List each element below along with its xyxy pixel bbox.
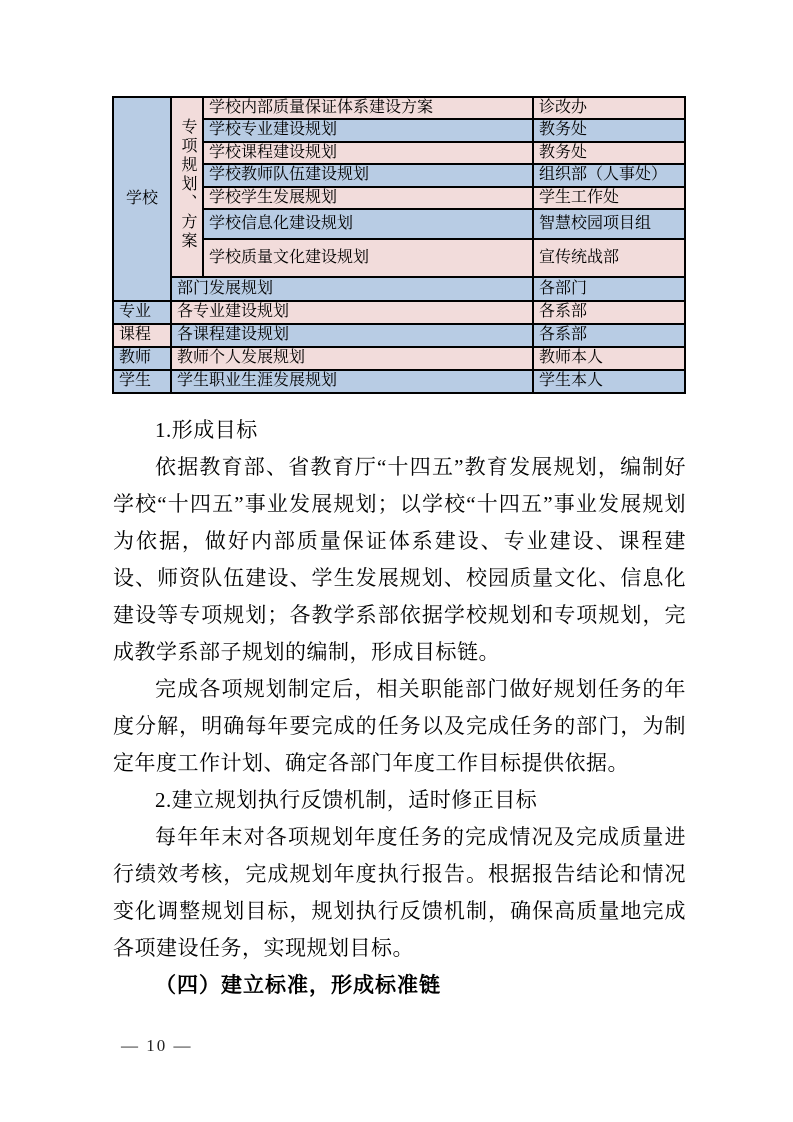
cell-dept: 学生本人 xyxy=(533,370,685,393)
numbered-subheading: 1.形成目标 xyxy=(155,418,258,442)
numbered-subheading: 2.建立规划执行反馈机制，适时修正目标 xyxy=(155,788,538,812)
cell-dept: 学生工作处 xyxy=(533,187,685,209)
cell-plan: 学校内部质量保证体系建设方案 xyxy=(203,97,533,119)
table-row xyxy=(113,277,685,301)
cell-plan: 各课程建设规划 xyxy=(171,324,533,347)
body-paragraph: 完成各项规划制定后，相关职能部门做好规划任务的年度分解，明确每年要完成的任务以及完成任务的部门，为制定年度工作计划、确定各部门年度工作目标提供依据。 xyxy=(113,677,686,775)
cell-plan: 学校专业建设规划 xyxy=(203,119,533,141)
vertical-label: 专项规划、方案 xyxy=(179,117,196,251)
cell-level: 教师 xyxy=(113,347,171,370)
document-body xyxy=(113,412,686,1004)
section-heading: （四）建立标准，形成标准链 xyxy=(155,973,441,997)
table-row xyxy=(113,347,685,370)
cell-dept: 各系部 xyxy=(533,324,685,347)
cell-plan: 部门发展规划 xyxy=(171,277,533,301)
table-row xyxy=(113,301,685,324)
cell-special-plans-label xyxy=(171,97,203,277)
cell-level: 课程 xyxy=(113,324,171,347)
cell-level-school: 学校 xyxy=(113,97,171,301)
table-row xyxy=(113,324,685,347)
cell-plan: 学校课程建设规划 xyxy=(203,142,533,164)
cell-plan: 教师个人发展规划 xyxy=(171,347,533,370)
cell-level: 专业 xyxy=(113,301,171,324)
body-paragraph: 依据教育部、省教育厅“十四五”教育发展规划，编制好学校“十四五”事业发展规划；以学校“十四五”事业发展规划为依据，做好内部质量保证体系建设、专业建设、课程建设、师资队伍建设、学生发展规划、校园质量文化、信息化建设等专项规划；各教学系部依据学校规划和专项规划，完成教学系部子规划的编制，形成目标链。 xyxy=(113,455,686,664)
cell-plan: 学校学生发展规划 xyxy=(203,187,533,209)
table-row xyxy=(113,370,685,393)
cell-dept: 组织部（人事处） xyxy=(533,164,685,186)
cell-dept: 各系部 xyxy=(533,301,685,324)
table-row xyxy=(113,97,685,119)
cell-dept: 教师本人 xyxy=(533,347,685,370)
page-number: — 10 — xyxy=(121,1036,193,1055)
cell-dept: 教务处 xyxy=(533,119,685,141)
cell-plan: 各专业建设规划 xyxy=(171,301,533,324)
cell-plan: 学校教师队伍建设规划 xyxy=(203,164,533,186)
planning-responsibility-table xyxy=(112,96,686,394)
cell-dept: 教务处 xyxy=(533,142,685,164)
cell-dept: 宣传统战部 xyxy=(533,239,685,277)
cell-dept: 诊改办 xyxy=(533,97,685,119)
cell-dept: 各部门 xyxy=(533,277,685,301)
cell-plan: 学生职业生涯发展规划 xyxy=(171,370,533,393)
body-paragraph: 每年年末对各项规划年度任务的完成情况及完成质量进行绩效考核，完成规划年度执行报告。根据报告结论和情况变化调整规划目标，规划执行反馈机制，确保高质量地完成各项建设任务，实现规划目标。 xyxy=(113,825,686,960)
cell-plan: 学校信息化建设规划 xyxy=(203,209,533,239)
cell-dept: 智慧校园项目组 xyxy=(533,209,685,239)
cell-plan: 学校质量文化建设规划 xyxy=(203,239,533,277)
cell-level: 学生 xyxy=(113,370,171,393)
